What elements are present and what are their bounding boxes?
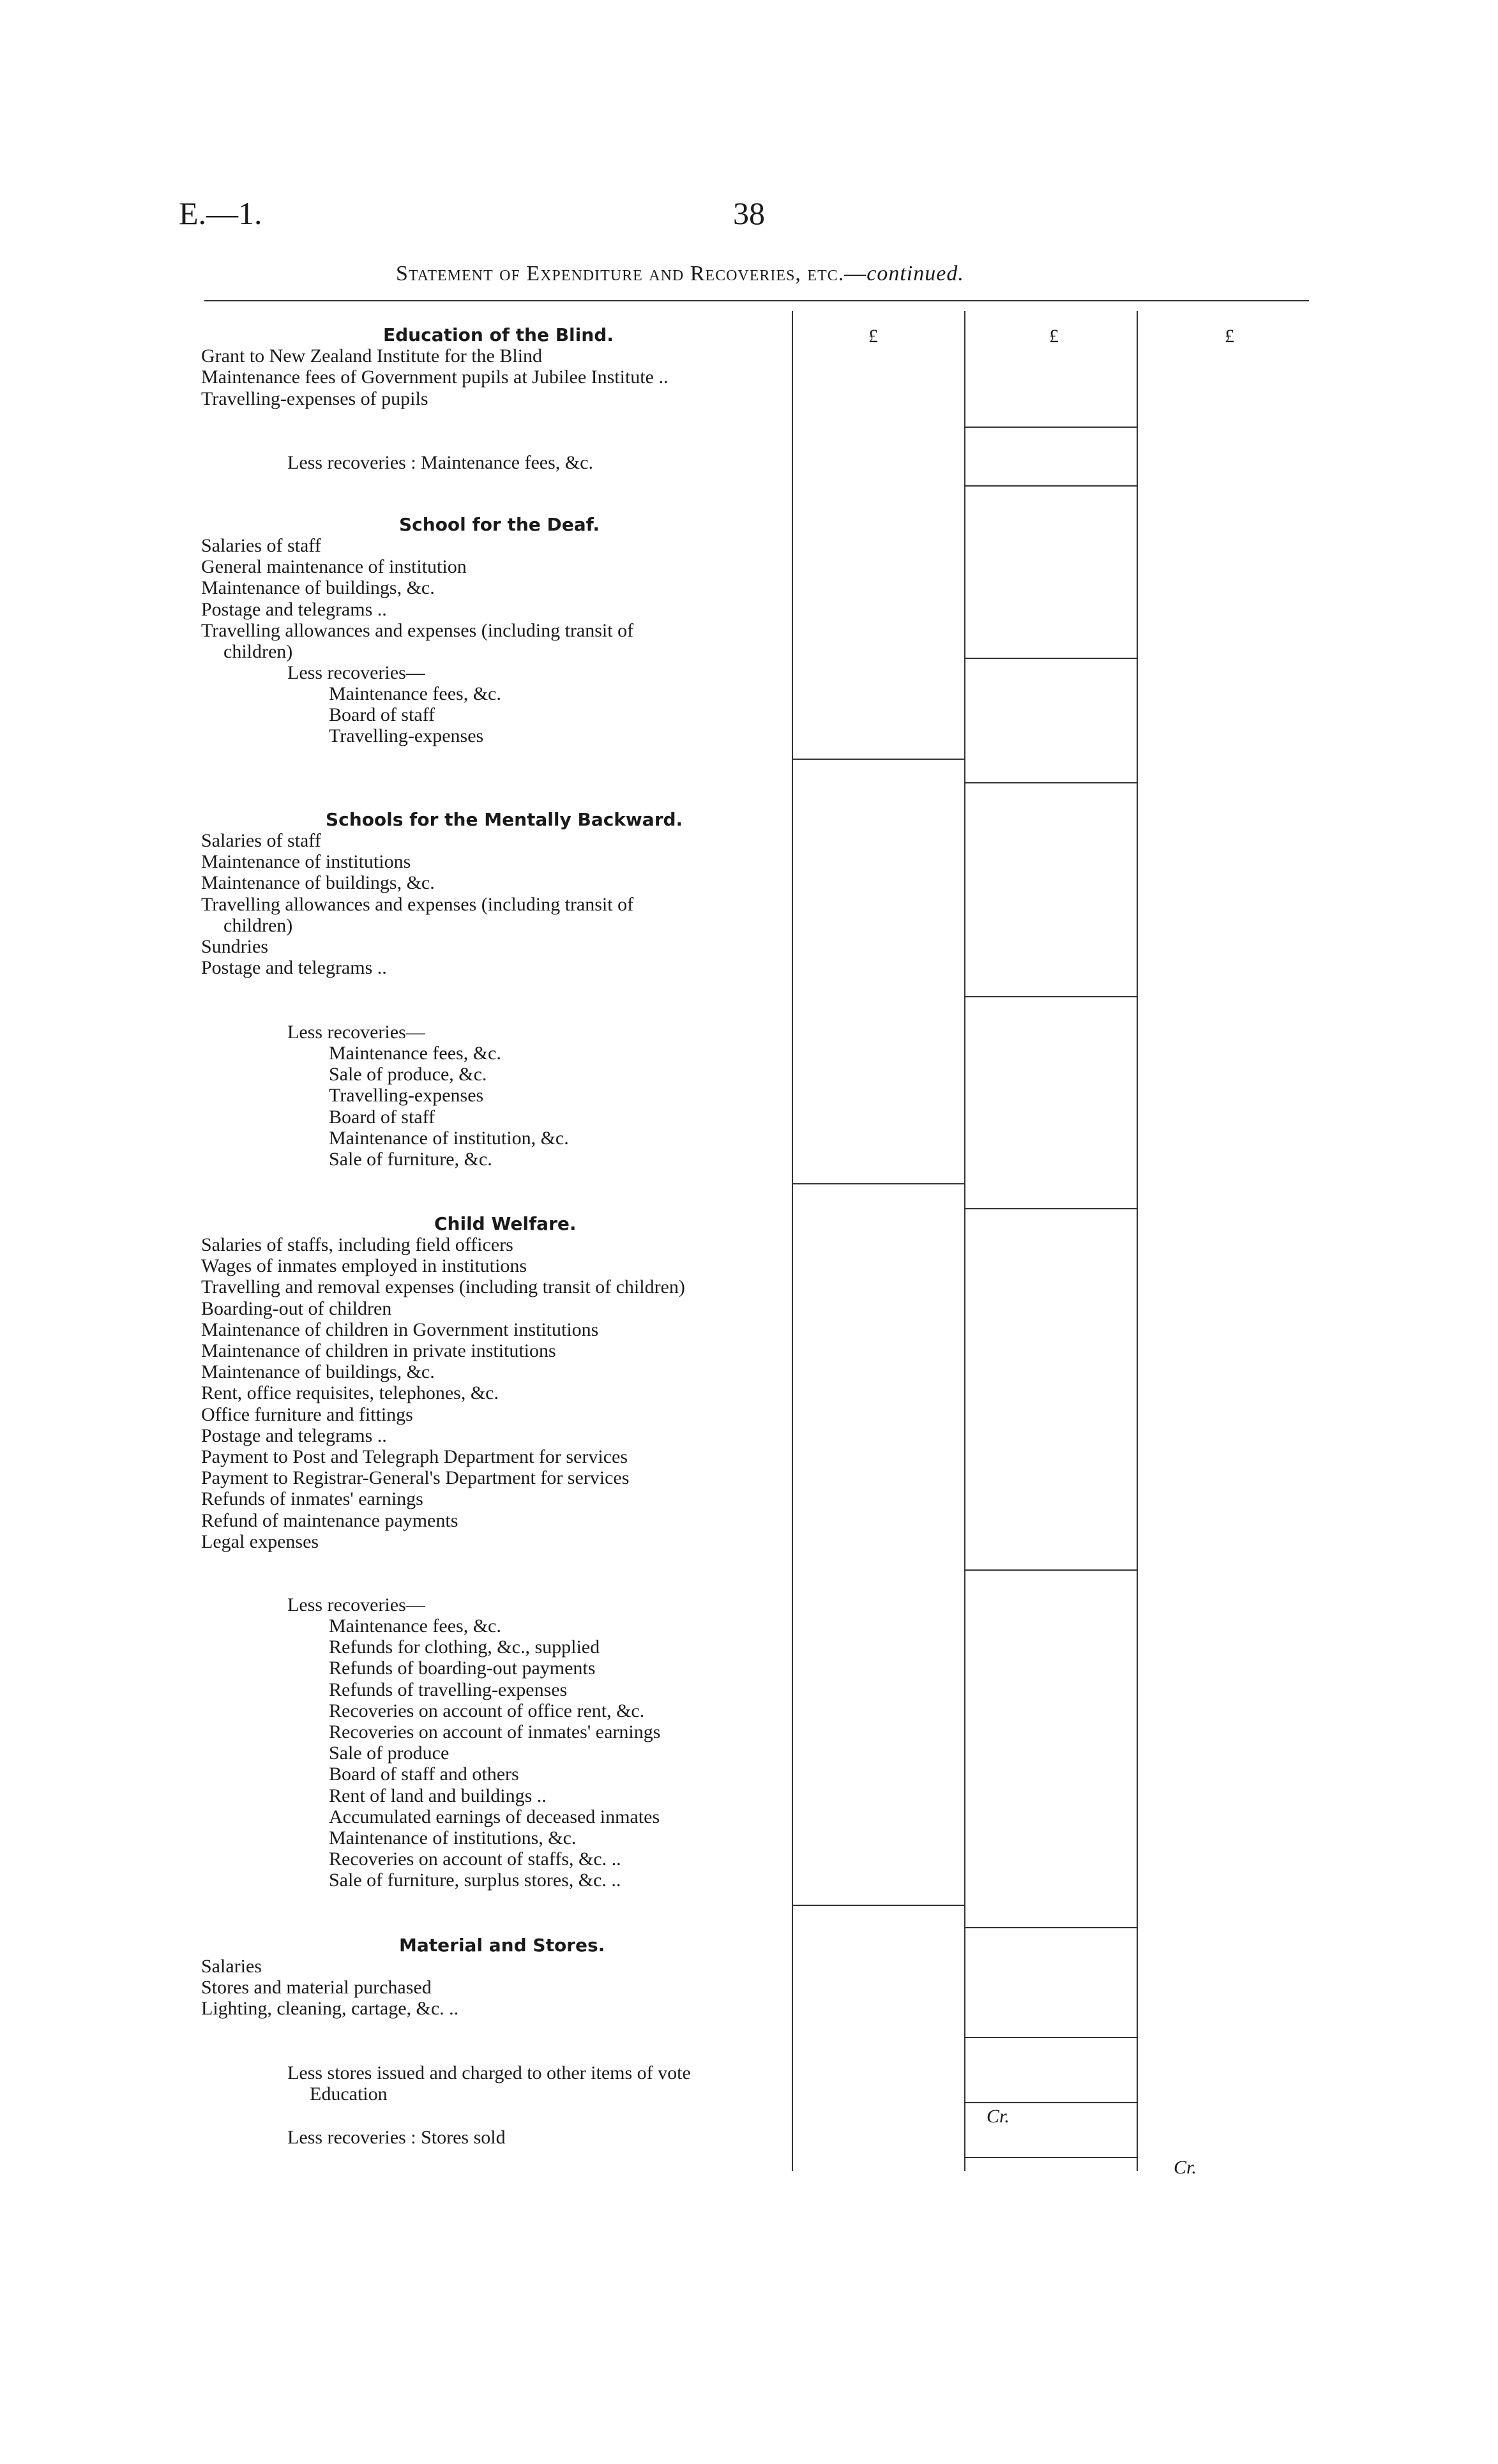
deaf-row-4-label-text: Travelling allowances and expenses (including transit of	[201, 619, 634, 641]
welfare-row-5-label-text: Maintenance of children in private institutions	[201, 1340, 556, 1361]
blind-row-0-label-text: Grant to New Zealand Institute for the Blind	[201, 345, 543, 367]
backward-row-1-label-text: Maintenance of institutions	[201, 851, 411, 873]
welfare-less-4-label-text: Recoveries on account of office rent, &c.	[329, 1700, 645, 1721]
deaf-less-1-label-text: Board of staff	[329, 704, 435, 726]
backward-less-5-label-text: Sale of furniture, &c.	[329, 1149, 492, 1170]
welfare-less-heading-text: Less recoveries—	[287, 1594, 425, 1615]
title-continued: continued.	[866, 262, 964, 285]
backward-less-0-label-text: Maintenance fees, &c.	[329, 1043, 501, 1064]
deaf-less-heading-text: Less recoveries—	[287, 662, 425, 683]
stores-cr-label-text: Cr.	[987, 2106, 1010, 2127]
deaf-row-1-label-text: General maintenance of institution	[201, 556, 467, 578]
deaf-row-2-label-text: Maintenance of buildings, &c.	[201, 577, 435, 599]
stores-less-sold-label-text: Less recoveries : Stores sold	[287, 2127, 506, 2148]
document-ref: E.—1.	[179, 195, 262, 231]
welfare-row-13-label-text: Refund of maintenance payments	[201, 1509, 458, 1531]
deaf-row-0-label-text: Salaries of staff	[201, 535, 321, 556]
welfare-less-1-label-text: Refunds for clothing, &c., supplied	[329, 1636, 600, 1658]
backward-less-4-label-text: Maintenance of institution, &c.	[329, 1127, 569, 1149]
deaf-heading-text: School for the Deaf.	[399, 514, 600, 535]
welfare-less-9-label-text: Accumulated earnings of deceased inmates	[329, 1806, 660, 1827]
stores-row-1-label-text: Stores and material purchased	[201, 1977, 432, 1999]
welfare-row-12-label-text: Refunds of inmates' earnings	[201, 1488, 423, 1510]
stores-less-issued-label-2-text: Education	[310, 2083, 388, 2105]
welfare-row-7-label-text: Rent, office requisites, telephones, &c.	[201, 1382, 499, 1404]
backward-row-6-label-text: Postage and telegrams ..	[201, 957, 387, 979]
deaf-less-2-label-text: Travelling-expenses	[329, 725, 484, 747]
blind-heading-text: Education of the Blind.	[383, 324, 614, 345]
title-rule	[204, 300, 1309, 301]
welfare-net-rule	[964, 1927, 1137, 1928]
unit-col2-text: £	[1049, 326, 1059, 347]
stores-net-cr-text: Cr.	[1174, 2157, 1197, 2178]
blind-net-rule	[964, 485, 1137, 487]
deaf-row-3-label-text: Postage and telegrams ..	[201, 598, 387, 620]
column-rule-3	[1137, 311, 1138, 2171]
welfare-less-10-label-text: Maintenance of institutions, &c.	[329, 1827, 577, 1848]
welfare-less-2-label-text: Refunds of boarding-out payments	[329, 1658, 596, 1679]
welfare-less-7-label-text: Board of staff and others	[329, 1764, 519, 1785]
welfare-less-11-label-text: Recoveries on account of staffs, &c. ..	[329, 1848, 621, 1870]
backward-less-2-label-text: Travelling-expenses	[329, 1085, 484, 1107]
welfare-row-4-label-text: Maintenance of children in Government institutions	[201, 1319, 599, 1340]
stores-row-2-label-text: Lighting, cleaning, cartage, &c. ..	[201, 1998, 459, 2020]
welfare-less-0-label-text: Maintenance fees, &c.	[329, 1615, 501, 1636]
page-title	[396, 262, 964, 286]
stores-less-issued-label-1-text: Less stores issued and charged to other items of vote	[287, 2062, 691, 2083]
backward-row-3-label-text: Travelling allowances and expenses (including transit of	[201, 893, 634, 915]
blind-row-1-label-text: Maintenance fees of Government pupils at Jubilee Institute ..	[201, 367, 669, 388]
welfare-row-14-label-text: Legal expenses	[201, 1531, 319, 1552]
welfare-less-rule	[792, 1905, 964, 1906]
backward-less-heading-text: Less recoveries—	[287, 1022, 425, 1043]
deaf-net-rule	[964, 782, 1137, 783]
welfare-row-2-label-text: Travelling and removal expenses (including transit of children)	[201, 1276, 685, 1298]
welfare-row-6-label-text: Maintenance of buildings, &c.	[201, 1361, 435, 1383]
stores-heading-text: Material and Stores.	[399, 1935, 605, 1956]
backward-less-1-label-text: Sale of produce, &c.	[329, 1064, 487, 1085]
backward-row-0-label-text: Salaries of staff	[201, 830, 321, 851]
deaf-less-rule	[792, 759, 964, 760]
page-number: 38	[733, 195, 765, 231]
unit-col1-text: £	[868, 326, 878, 347]
backward-less-3-label-text: Board of staff	[329, 1106, 435, 1128]
backward-net-rule	[964, 1208, 1137, 1209]
stores-subtotal-rule	[964, 2037, 1137, 2038]
welfare-less-3-label-text: Refunds of travelling-expenses	[329, 1679, 568, 1700]
backward-subtotal-rule	[964, 996, 1137, 997]
stores-row-0-label-text: Salaries	[201, 1956, 262, 1977]
welfare-row-8-label-text: Office furniture and fittings	[201, 1403, 413, 1425]
welfare-row-10-label-text: Payment to Post and Telegraph Department for services	[201, 1446, 628, 1467]
welfare-heading-text: Child Welfare.	[434, 1213, 577, 1234]
column-rule-2	[964, 311, 965, 2171]
stores-net-rule	[964, 2157, 1137, 2158]
welfare-subtotal-rule	[964, 1569, 1137, 1571]
welfare-row-0-label-text: Salaries of staffs, including field officers	[201, 1234, 513, 1255]
backward-row-2-label-text: Maintenance of buildings, &c.	[201, 872, 435, 894]
deaf-less-0-label-text: Maintenance fees, &c.	[329, 683, 501, 704]
blind-less-label-text: Less recoveries : Maintenance fees, &c.	[287, 452, 593, 473]
welfare-row-1-label-text: Wages of inmates employed in institutions	[201, 1255, 527, 1277]
unit-col3-text: £	[1225, 326, 1234, 347]
stores-cr-rule	[964, 2102, 1137, 2103]
welfare-less-8-label-text: Rent of land and buildings ..	[329, 1785, 547, 1806]
welfare-row-3-label-text: Boarding-out of children	[201, 1297, 392, 1319]
blind-subtotal-rule	[964, 427, 1137, 428]
deaf-subtotal-rule	[964, 658, 1137, 659]
blind-row-2-label-text: Travelling-expenses of pupils	[201, 388, 428, 409]
welfare-row-11-label-text: Payment to Registrar-General's Department for services	[201, 1467, 630, 1489]
welfare-less-12-label-text: Sale of furniture, surplus stores, &c. ..	[329, 1870, 621, 1891]
backward-row-4-label-text: children)	[223, 914, 293, 936]
deaf-row-5-label-text: children)	[223, 641, 293, 662]
title-main: Statement of Expenditure and Recoveries, etc.—	[396, 262, 867, 285]
backward-heading-text: Schools for the Mentally Backward.	[326, 809, 683, 830]
welfare-row-9-label-text: Postage and telegrams ..	[201, 1425, 387, 1446]
backward-less-rule	[792, 1183, 964, 1184]
welfare-less-5-label-text: Recoveries on account of inmates' earnings	[329, 1721, 661, 1742]
welfare-less-6-label-text: Sale of produce	[329, 1742, 450, 1764]
backward-row-5-label-text: Sundries	[201, 936, 268, 957]
column-rule-1	[792, 311, 793, 2171]
